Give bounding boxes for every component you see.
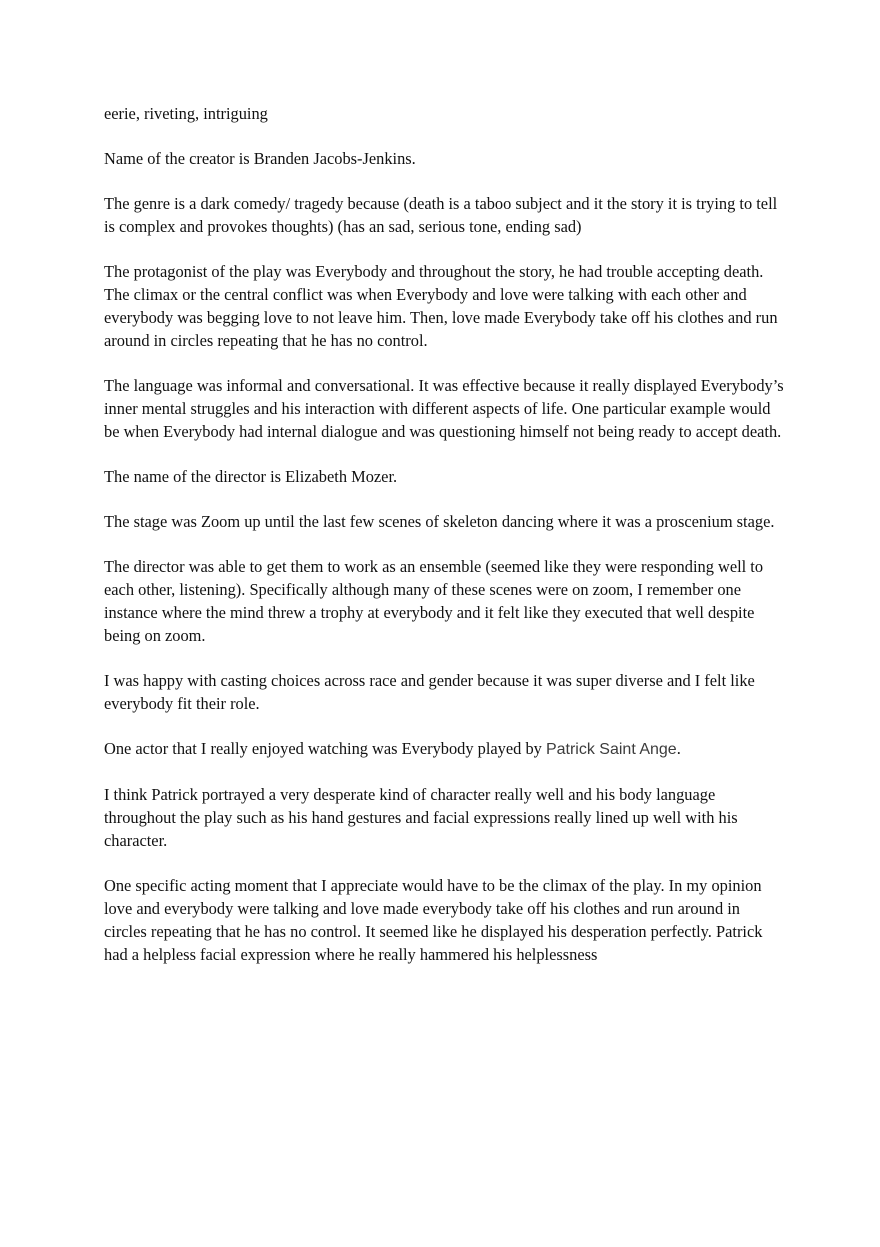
acting-moment-paragraph: One specific acting moment that I appreciate would have to be the climax of the play. In my opinion love and everybody were talking and love made everybody take off his clothes and run around in circles repeating that he has no control. It seemed like he displayed his desperation perfectly. Patrick had a helpless facial expression where he really hammered his helplessness xyxy=(104,876,763,964)
creator-paragraph: Name of the creator is Branden Jacobs-Jenkins. xyxy=(104,149,416,168)
actor-paragraph xyxy=(104,737,784,761)
protagonist-paragraph: The protagonist of the play was Everybody and throughout the story, he had trouble accepting death. The climax or the central conflict was when Everybody and love were talking with each other and everybody was begging love to not leave him. Then, love made Everybody take off his clothes and run around in circles repeating that he has no control. xyxy=(104,262,778,350)
descriptive-words: eerie, riveting, intriguing xyxy=(104,104,268,123)
stage-paragraph: The stage was Zoom up until the last few scenes of skeleton dancing where it was a proscenium stage. xyxy=(104,512,775,531)
portrayal-paragraph: I think Patrick portrayed a very desperate kind of character really well and his body language throughout the play such as his hand gestures and facial expressions really lined up well with his character. xyxy=(104,785,738,850)
actor-name: Patrick Saint Ange xyxy=(545,741,677,758)
actor-paragraph-end: . xyxy=(676,739,681,758)
language-paragraph: The language was informal and conversational. It was effective because it really displayed Everybody’s inner mental struggles and his interaction with different aspects of life. One particular example would be when Everybody had internal dialogue and was questioning himself not being ready to accept death. xyxy=(104,376,784,441)
ensemble-paragraph: The director was able to get them to work as an ensemble (seemed like they were responding well to each other, listening). Specifically although many of these scenes were on zoom, I remember one instance where the mind threw a trophy at everybody and it felt like they executed that well despite being on zoom. xyxy=(104,557,764,645)
actor-paragraph-text: One actor that I really enjoyed watching was Everybody played by xyxy=(104,739,546,758)
document-body xyxy=(104,102,784,988)
genre-paragraph: The genre is a dark comedy/ tragedy because (death is a taboo subject and it the story it is trying to tell is complex and provokes thoughts) (has an sad, serious tone, ending sad) xyxy=(104,194,778,236)
casting-paragraph: I was happy with casting choices across race and gender because it was super diverse and I felt like everybody fit their role. xyxy=(104,671,755,713)
director-paragraph: The name of the director is Elizabeth Mozer. xyxy=(104,467,398,486)
